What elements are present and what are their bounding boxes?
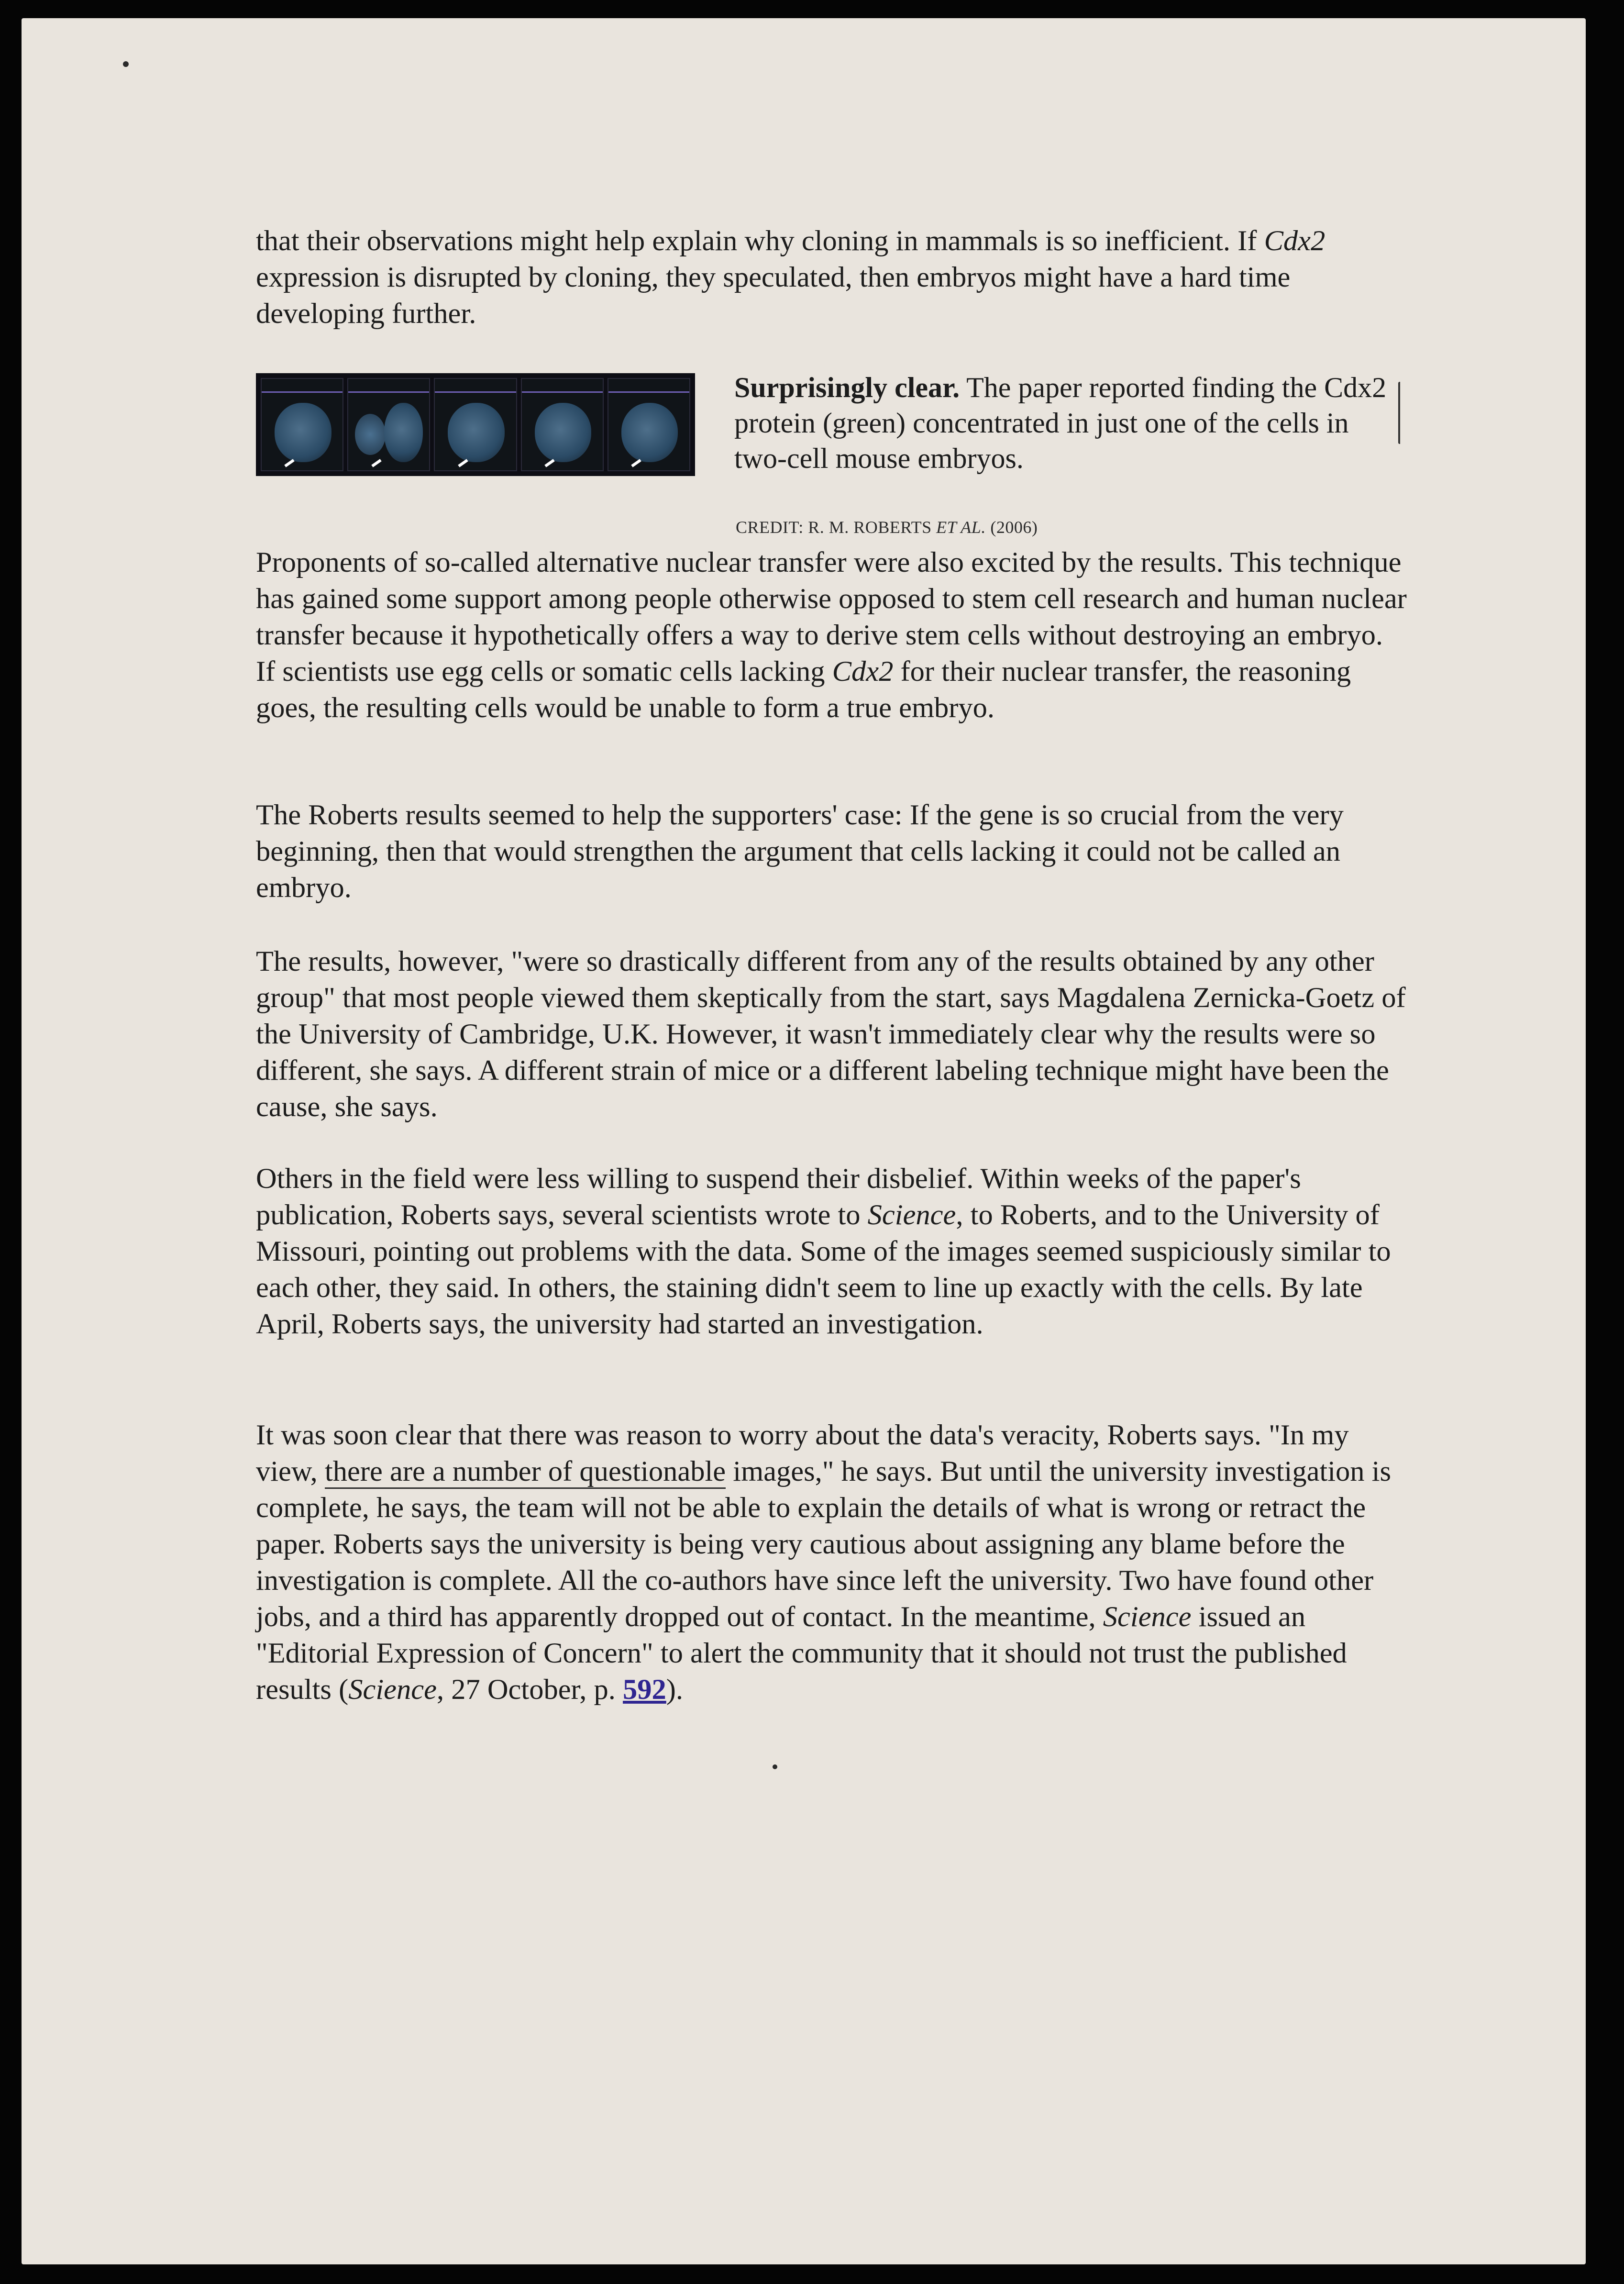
paragraph-alternative-transfer: Proponents of so-called alternative nuclear transfer were also excited by the results. This technique has gained some support among people otherwise opposed to stem cell research and human nuclear transfer because it hypothetically offers a way to derive stem cells without destroying an embryo. If scientists use egg cells or somatic cells lacking Cdx2 for their nuclear transfer, the reasoning goes, the resulting cells would be unable to form a true embryo.	[256, 546, 1407, 724]
caption-text: The paper reported finding the Cdx2 protein (green) concentrated in just one of the cells in two-cell mouse embryos.	[734, 372, 1387, 474]
paragraph-intro: that their observations might help explain why cloning in mammals is so inefficient. If Cdx2 expression is disrupted by cloning, they speculated, then embryos might have a hard time developing further.	[256, 225, 1326, 330]
paper-speck	[123, 61, 129, 67]
embryo-panel	[261, 378, 343, 471]
paragraph-skepticism: The results, however, "were so drastically different from any of the results obtained by any other group" that most people viewed them skeptically from the start, says Magdalena Zernicka-Goetz of the University of Cambridge, U.K. However, it wasn't immediately clear why the results were so different, she says. A different strain of mice or a different labeling technique might have been the cause, she says.	[256, 945, 1406, 1123]
figure-credit: CREDIT: R. M. ROBERTS ET AL. (2006)	[736, 518, 1038, 537]
embryo-panel	[434, 378, 517, 471]
paragraph-supporters: The Roberts results seemed to help the supporters' case: If the gene is so crucial from the very beginning, then that would strengthen the argument that cells lacking it could not be called an embryo.	[256, 799, 1344, 904]
handwritten-underline: there are a number of questionable	[325, 1455, 726, 1489]
paragraph-investigation: Others in the field were less willing to suspend their disbelief. Within weeks of the paper's publication, Roberts says, several scientists wrote to Science, to Roberts, and to the University of Missouri, pointing out problems with the data. Some of the images seemed suspiciously similar to each other, they said. In others, the staining didn't seem to line up exactly with the cells. By late April, Roberts says, the university had started an investigation.	[256, 1163, 1391, 1340]
embryo-panel	[608, 378, 690, 471]
page-reference-link[interactable]: 592	[623, 1674, 666, 1706]
embryo-panel	[347, 378, 430, 471]
caption-title: Surprisingly clear.	[734, 372, 960, 403]
embryo-image-strip	[256, 373, 695, 476]
figure-caption	[734, 370, 1394, 476]
paper-speck	[773, 1764, 777, 1769]
embryo-panel	[521, 378, 604, 471]
paragraph-veracity: It was soon clear that there was reason to worry about the data's veracity, Roberts says. "In my view, there are a number of questionable images," he says. But until the university investigation is complete, he says, the team will not be able to explain the details of what is wrong or retract the paper. Roberts says the university is being very cautious about assigning any blame before the investigation is complete. All the co-authors have since left the university. Two have found other jobs, and a third has apparently dropped out of contact. In the meantime, Science issued an "Editorial Expression of Concern" to alert the community that it should not trust the published results (Science, 27 October, p. 592).	[256, 1419, 1392, 1706]
margin-bracket	[1398, 382, 1403, 444]
paper-sheet	[22, 18, 1586, 2264]
